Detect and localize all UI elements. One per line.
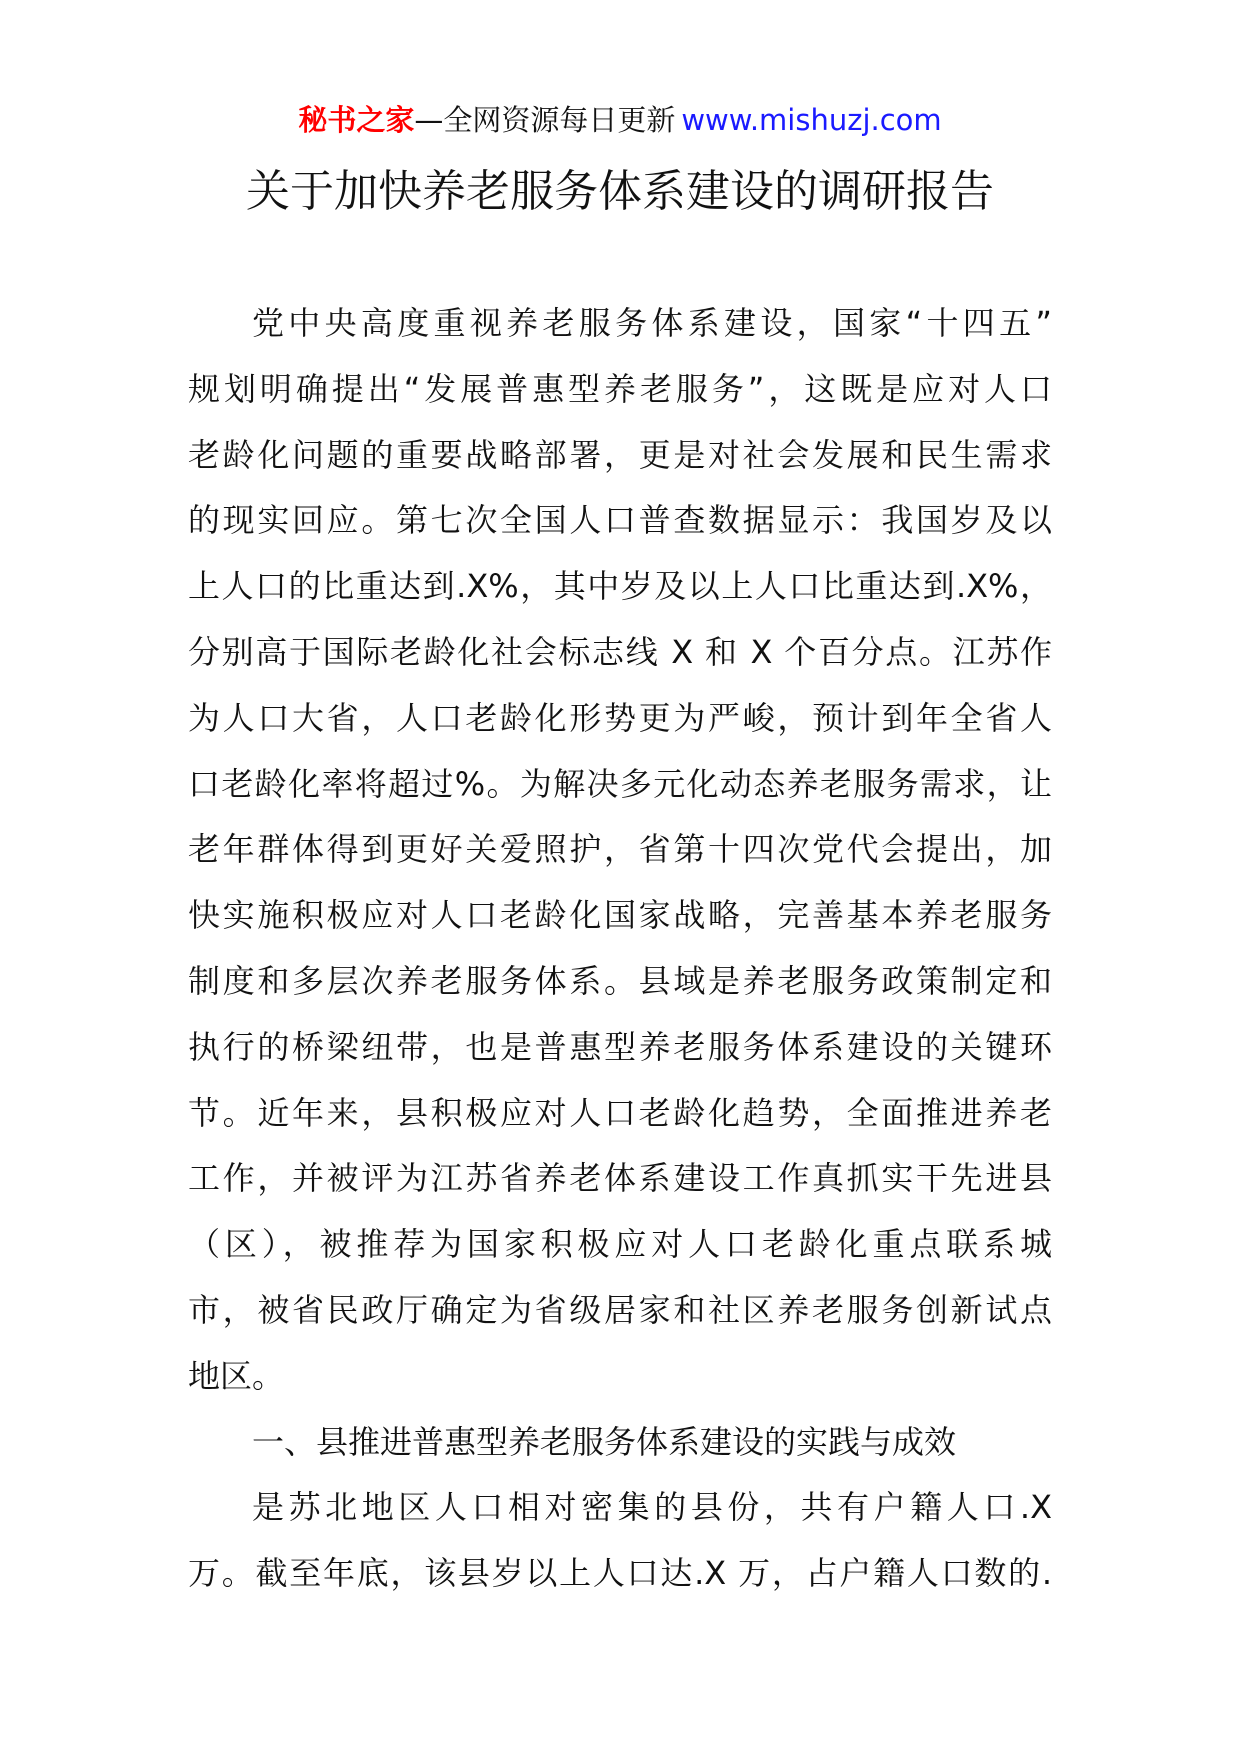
site-url: www.mishuzj.com (681, 103, 942, 137)
paragraph-line: 为人口大省，人口老龄化形势更为严峻，预计到年全省人 (188, 698, 1052, 737)
section-heading: 一、县推进普惠型养老服务体系建设的实践与成效 (252, 1422, 957, 1461)
paragraph-line: 口老龄化率将超过%。为解决多元化动态养老服务需求，让 (188, 764, 1052, 803)
paragraph-line: 分别高于国际老龄化社会标志线 X 和 X 个百分点。江苏作 (188, 632, 1052, 671)
paragraph-line: 党中央高度重视养老服务体系建设，国家“十四五” (252, 304, 1052, 342)
site-watermark-banner (0, 100, 1240, 140)
paragraph-line: 万。截至年底，该县岁以上人口达.X 万，占户籍人口数的. (188, 1554, 1052, 1593)
paragraph-line: 节。近年来，县积极应对人口老龄化趋势，全面推进养老 (188, 1093, 1052, 1132)
brand-tagline: —全网资源每日更新 (414, 103, 676, 137)
document-title: 关于加快养老服务体系建设的调研报告 (246, 166, 994, 217)
paragraph-line: 制度和多层次养老服务体系。县域是养老服务政策制定和 (188, 961, 1052, 1000)
paragraph-line: 工作，并被评为江苏省养老体系建设工作真抓实干先进县 (188, 1159, 1052, 1198)
paragraph-line: 快实施积极应对人口老龄化国家战略，完善基本养老服务 (188, 896, 1052, 935)
paragraph-line: 的现实回应。第七次全国人口普查数据显示：我国岁及以 (188, 501, 1052, 540)
paragraph-line: 规划明确提出“发展普惠型养老服务”，这既是应对人口 (188, 369, 1052, 408)
paragraph-line: （区），被推荐为国家积极应对人口老龄化重点联系城 (188, 1225, 1052, 1264)
paragraph-line: 上人口的比重达到.X%，其中岁及以上人口比重达到.X%， (188, 567, 1052, 606)
paragraph-line: 老年群体得到更好关爱照护，省第十四次党代会提出，加 (188, 830, 1052, 869)
paragraph-line: 地区。 (188, 1356, 285, 1395)
paragraph-line: 老龄化问题的重要战略部署，更是对社会发展和民生需求 (188, 435, 1052, 474)
paragraph-line: 是苏北地区人口相对密集的县份，共有户籍人口.X (252, 1488, 1052, 1527)
paragraph-line: 市，被省民政厅确定为省级居家和社区养老服务创新试点 (188, 1290, 1052, 1329)
document-body (188, 291, 1052, 1607)
paragraph-line: 执行的桥梁纽带，也是普惠型养老服务体系建设的关键环 (188, 1027, 1052, 1066)
brand-name: 秘书之家 (298, 103, 415, 137)
